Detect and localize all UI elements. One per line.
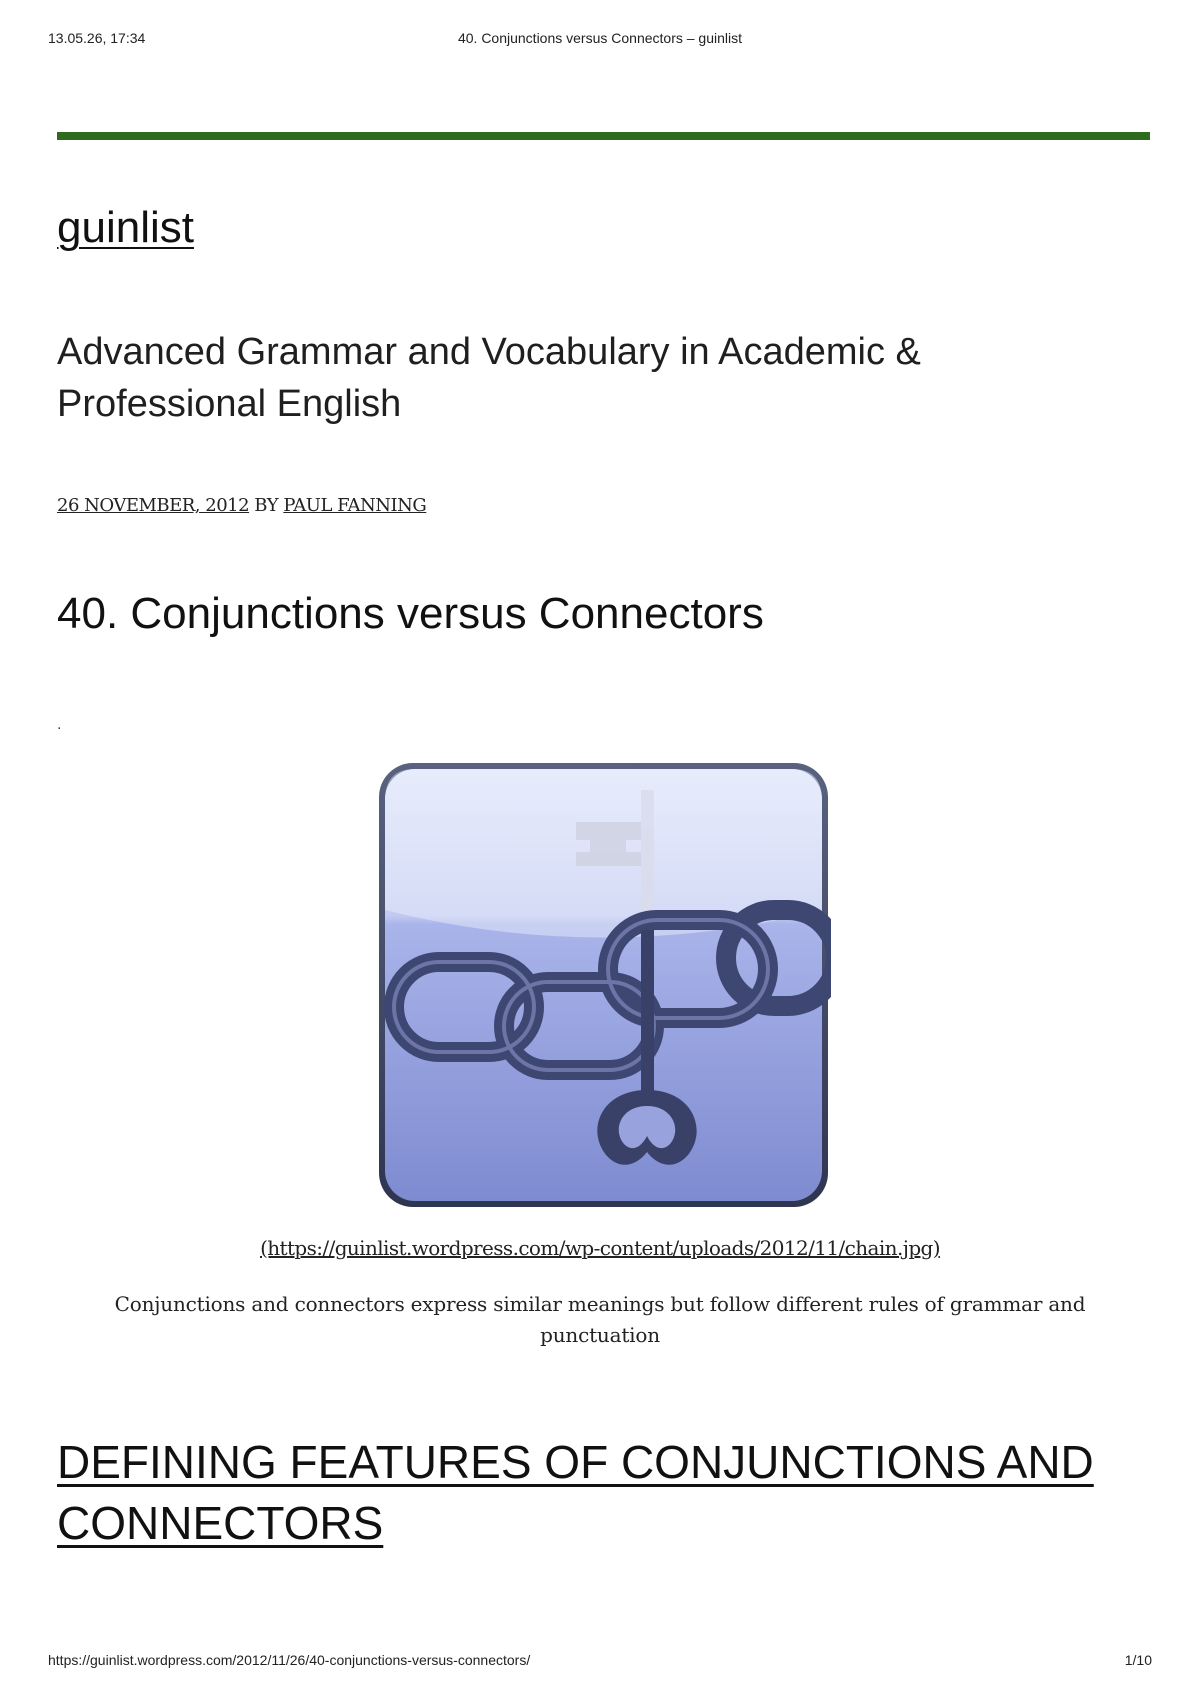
post-byline xyxy=(57,495,426,516)
site-title-link[interactable]: guinlist xyxy=(57,203,194,252)
section-heading[interactable]: DEFINING FEATURES OF CONJUNCTIONS AND CONNECTORS xyxy=(57,1436,1094,1549)
chain-key-illustration xyxy=(376,760,831,1210)
post-date-link[interactable]: 26 NOVEMBER, 2012 xyxy=(57,495,250,516)
byline-by: BY xyxy=(254,495,279,516)
image-source-link[interactable]: (https://guinlist.wordpress.com/wp-content/uploads/2012/11/chain.jpg) xyxy=(260,1236,940,1260)
author-link[interactable]: PAUL FANNING xyxy=(283,495,427,516)
post-image[interactable] xyxy=(376,760,831,1210)
site-tagline: Advanced Grammar and Vocabulary in Academic & Professional English xyxy=(57,331,921,425)
print-document-title: 40. Conjunctions versus Connectors – guinlist xyxy=(457,30,743,46)
post-lead-text: . xyxy=(57,716,62,733)
print-footer xyxy=(48,1652,1152,1672)
print-header xyxy=(48,30,1152,50)
image-caption: Conjunctions and connectors express similar meanings but follow different rules of grammar and punctuation xyxy=(114,1292,1086,1347)
page-number: 1/10 xyxy=(1124,1652,1152,1668)
print-timestamp: 13.05.26, 17:34 xyxy=(48,30,146,46)
post-title: 40. Conjunctions versus Connectors xyxy=(57,589,764,638)
header-accent-rule xyxy=(57,132,1150,140)
print-footer-url: https://guinlist.wordpress.com/2012/11/26/40-conjunctions-versus-connectors/ xyxy=(48,1652,531,1668)
